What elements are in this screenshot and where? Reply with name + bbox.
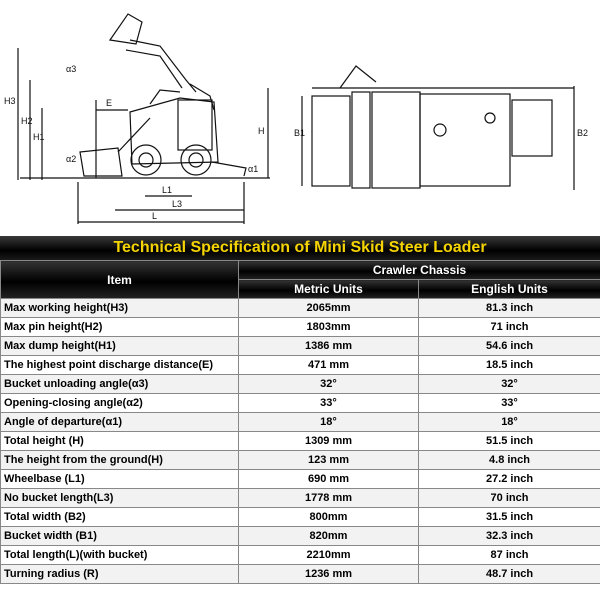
spec-section (0, 236, 600, 600)
spec-table (0, 260, 600, 584)
metric-cell: 33° (239, 394, 419, 413)
item-cell: Turning radius (R) (1, 565, 239, 584)
english-cell: 18.5 inch (419, 356, 600, 375)
label-h1: H1 (33, 132, 45, 142)
item-cell: Angle of departure(α1) (1, 413, 239, 432)
metric-cell: 1236 mm (239, 565, 419, 584)
table-row (1, 470, 600, 489)
label-h: H (258, 126, 265, 136)
english-cell: 31.5 inch (419, 508, 600, 527)
item-cell: Max dump height(H1) (1, 337, 239, 356)
metric-cell: 1778 mm (239, 489, 419, 508)
english-cell: 32° (419, 375, 600, 394)
label-l: L (152, 211, 158, 221)
metric-cell: 800mm (239, 508, 419, 527)
table-row (1, 451, 600, 470)
english-cell: 81.3 inch (419, 299, 600, 318)
item-cell: Opening-closing angle(α2) (1, 394, 239, 413)
english-cell: 27.2 inch (419, 470, 600, 489)
metric-cell: 1386 mm (239, 337, 419, 356)
english-cell: 51.5 inch (419, 432, 600, 451)
metric-cell: 471 mm (239, 356, 419, 375)
english-cell: 48.7 inch (419, 565, 600, 584)
table-row (1, 337, 600, 356)
english-cell: 4.8 inch (419, 451, 600, 470)
metric-cell: 18° (239, 413, 419, 432)
table-row (1, 527, 600, 546)
table-row (1, 356, 600, 375)
label-a1: α1 (248, 164, 259, 174)
label-h3: H3 (4, 96, 16, 106)
metric-header: Metric Units (239, 280, 419, 299)
table-row (1, 508, 600, 527)
item-cell: Bucket width (B1) (1, 527, 239, 546)
label-b2: B2 (577, 128, 589, 138)
table-row (1, 546, 600, 565)
metric-cell: 820mm (239, 527, 419, 546)
item-cell: Bucket unloading angle(α3) (1, 375, 239, 394)
item-cell: Total length(L)(with bucket) (1, 546, 239, 565)
item-cell: The height from the ground(H) (1, 451, 239, 470)
spec-title: Technical Specification of Mini Skid Steer Loader (0, 236, 600, 260)
table-row (1, 394, 600, 413)
item-cell: Total height (H) (1, 432, 239, 451)
metric-cell: 1803mm (239, 318, 419, 337)
label-b1: B1 (294, 128, 306, 138)
english-cell: 87 inch (419, 546, 600, 565)
item-cell: Wheelbase (L1) (1, 470, 239, 489)
english-cell: 32.3 inch (419, 527, 600, 546)
item-header: Item (1, 261, 239, 299)
label-a2: α2 (66, 154, 77, 164)
label-a3: α3 (66, 64, 77, 74)
item-cell: No bucket length(L3) (1, 489, 239, 508)
table-row (1, 375, 600, 394)
label-e: E (106, 98, 113, 108)
table-row (1, 299, 600, 318)
group-header: Crawler Chassis (239, 261, 600, 280)
loader-technical-drawing (0, 0, 600, 232)
table-row (1, 489, 600, 508)
table-row (1, 413, 600, 432)
english-cell: 33° (419, 394, 600, 413)
label-h2: H2 (21, 116, 33, 126)
label-l3: L3 (172, 199, 183, 209)
metric-cell: 690 mm (239, 470, 419, 489)
metric-cell: 123 mm (239, 451, 419, 470)
table-row (1, 432, 600, 451)
metric-cell: 2065mm (239, 299, 419, 318)
item-cell: The highest point discharge distance(E) (1, 356, 239, 375)
english-cell: 70 inch (419, 489, 600, 508)
metric-cell: 1309 mm (239, 432, 419, 451)
item-cell: Max pin height(H2) (1, 318, 239, 337)
table-row (1, 318, 600, 337)
item-cell: Max working height(H3) (1, 299, 239, 318)
english-header: English Units (419, 280, 600, 299)
english-cell: 71 inch (419, 318, 600, 337)
english-cell: 18° (419, 413, 600, 432)
english-cell: 54.6 inch (419, 337, 600, 356)
label-l1: L1 (162, 185, 173, 195)
metric-cell: 32° (239, 375, 419, 394)
item-cell: Total width (B2) (1, 508, 239, 527)
metric-cell: 2210mm (239, 546, 419, 565)
table-row (1, 565, 600, 584)
